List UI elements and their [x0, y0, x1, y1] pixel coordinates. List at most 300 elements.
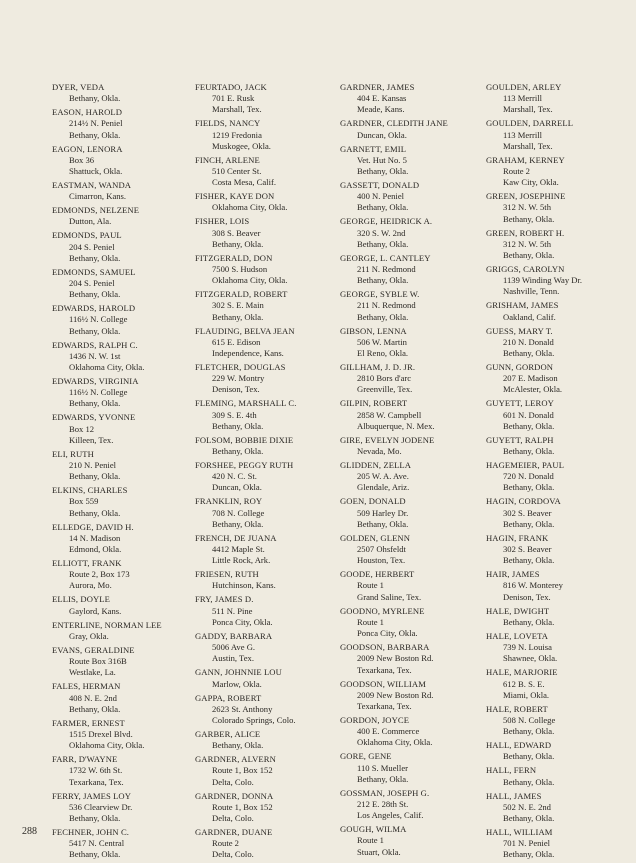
entry-name: HALE, ROBERT — [486, 703, 548, 714]
entry-address-line: McAlester, Okla. — [503, 384, 563, 395]
entry-address-line: Kaw City, Okla. — [503, 177, 559, 188]
entry-name: EDWARDS, HAROLD — [52, 303, 136, 314]
entry-name: GOODSON, BARBARA — [340, 642, 430, 653]
entry-address-line: Dutton, Ala. — [69, 216, 112, 227]
directory-entry — [486, 496, 631, 530]
entry-address-line: 211 N. Redmond — [357, 264, 416, 275]
entry-address-line: Texarkana, Tex. — [357, 664, 412, 675]
entry-name: GEORGE, HEIDRICK A. — [340, 216, 433, 227]
entry-address-line: Bethany, Okla. — [503, 751, 555, 762]
directory-entry — [340, 533, 485, 567]
directory-entry — [52, 412, 192, 446]
entry-address-line: Shattuck, Okla. — [69, 166, 123, 177]
entry-address-line: 210 N. Donald — [503, 336, 554, 347]
directory-entry — [52, 107, 192, 141]
entry-address-line: 506 W. Martin — [357, 336, 407, 347]
directory-entry — [195, 754, 335, 788]
entry-address-line: 7500 S. Hudson — [212, 264, 268, 275]
entry-name: GOUGH, WILMA — [340, 824, 407, 835]
entry-address-line: Route 2 — [212, 838, 239, 849]
entry-name: GEORGE, L. CANTLEY — [340, 252, 431, 263]
entry-address-line: 2009 New Boston Rd. — [357, 689, 434, 700]
entry-address-line: 400 N. Peniel — [357, 191, 405, 202]
directory-column-1 — [52, 82, 192, 863]
entry-name: ELI, RUTH — [52, 448, 94, 459]
directory-entry — [340, 253, 485, 287]
entry-address-line: 720 N. Donald — [503, 471, 554, 482]
directory-entry — [340, 216, 485, 250]
entry-name: EDMONDS, NELZENE — [52, 205, 140, 216]
entry-name: EDMONDS, PAUL — [52, 230, 122, 241]
entry-address-line: Colorado Springs, Colo. — [212, 714, 296, 725]
directory-entry — [486, 569, 631, 603]
entry-address-line: Bethany, Okla. — [212, 420, 264, 431]
entry-address-line: Bethany, Okla. — [69, 325, 121, 336]
entry-address-line: Houston, Tex. — [357, 555, 406, 566]
entry-address-line: Oakland, Calif. — [503, 311, 556, 322]
directory-entry — [52, 267, 192, 301]
entry-address-line: Bethany, Okla. — [503, 348, 555, 359]
directory-entry — [52, 791, 192, 825]
entry-name: HAGIN, FRANK — [486, 532, 549, 543]
entry-address-line: Route 1, Box 152 — [212, 765, 273, 776]
directory-entry — [195, 435, 335, 457]
entry-name: GREEN, JOSEPHINE — [486, 191, 566, 202]
entry-name: GIRE, EVELYN JODENE — [340, 434, 435, 445]
directory-entry — [52, 230, 192, 264]
entry-name: FLETCHER, DOUGLAS — [195, 362, 286, 373]
entry-address-line: Bethany, Okla. — [357, 166, 409, 177]
directory-entry — [486, 667, 631, 701]
directory-entry — [340, 788, 485, 822]
entry-address-line: Bethany, Okla. — [503, 518, 555, 529]
directory-entry — [486, 300, 631, 322]
entry-name: FRENCH, DE JUANA — [195, 532, 277, 543]
entry-name: EASON, HAROLD — [52, 107, 123, 118]
entry-address-line: 309 S. E. 4th — [212, 409, 257, 420]
directory-entry — [195, 216, 335, 250]
entry-name: HAIR, JAMES — [486, 569, 540, 580]
entry-address-line: 2858 W. Campbell — [357, 409, 422, 420]
directory-entry — [486, 606, 631, 628]
entry-address-line: Ponca City, Okla. — [357, 628, 418, 639]
directory-entry — [195, 693, 335, 727]
entry-name: HALL, JAMES — [486, 790, 542, 801]
entry-address-line: Bethany, Okla. — [357, 202, 409, 213]
directory-entry — [486, 435, 631, 457]
entry-name: ELLIOTT, FRANK — [52, 558, 122, 569]
directory-entry — [195, 398, 335, 432]
directory-entry — [486, 533, 631, 567]
entry-address-line: Bethany, Okla. — [503, 849, 555, 860]
entry-name: GARDNER, DUANE — [195, 826, 273, 837]
directory-entry — [52, 594, 192, 616]
entry-address-line: 302 S. Beaver — [503, 507, 552, 518]
entry-address-line: Bethany, Okla. — [357, 773, 409, 784]
entry-address-line: Bethany, Okla. — [357, 238, 409, 249]
entry-address-line: 229 W. Montry — [212, 373, 265, 384]
entry-address-line: Bethany, Okla. — [503, 482, 555, 493]
directory-entry — [195, 191, 335, 213]
entry-name: GILLHAM, J. D. JR. — [340, 362, 416, 373]
entry-address-line: Bethany, Okla. — [503, 726, 555, 737]
entry-address-line: Westlake, La. — [69, 667, 116, 678]
directory-entry — [486, 631, 631, 665]
entry-address-line: Muskogee, Okla. — [212, 140, 271, 151]
entry-address-line: 509 Harley Dr. — [357, 507, 409, 518]
entry-name: HALL, EDWARD — [486, 740, 552, 751]
entry-address-line: Bethany, Okla. — [69, 252, 121, 263]
entry-address-line: Duncan, Okla. — [212, 482, 262, 493]
entry-name: FARMER, ERNEST — [52, 717, 125, 728]
directory-column-3 — [340, 82, 485, 861]
entry-name: EDWARDS, YVONNE — [52, 412, 136, 423]
entry-name: FINCH, ARLENE — [195, 154, 260, 165]
entry-address-line: Texarkana, Tex. — [69, 776, 124, 787]
entry-address-line: 1219 Fredonia — [212, 129, 262, 140]
directory-column-2 — [195, 82, 335, 863]
directory-entry — [52, 340, 192, 374]
entry-address-line: Shawnee, Okla. — [503, 653, 558, 664]
directory-entry — [195, 569, 335, 591]
directory-entry — [340, 289, 485, 323]
entry-address-line: 113 Merrill — [503, 93, 543, 104]
entry-name: FECHNER, JOHN C. — [52, 826, 130, 837]
directory-entry — [486, 191, 631, 225]
directory-entry — [340, 679, 485, 713]
directory-entry — [195, 155, 335, 189]
entry-address-line: Grand Saline, Tex. — [357, 591, 422, 602]
entry-address-line: Delta, Colo. — [212, 849, 254, 860]
entry-address-line: Bethany, Okla. — [69, 849, 121, 860]
directory-entry — [486, 765, 631, 787]
entry-address-line: Bethany, Okla. — [69, 471, 121, 482]
entry-name: FRANKLIN, ROY — [195, 496, 263, 507]
entry-name: GOODSON, WILLIAM — [340, 678, 426, 689]
entry-address-line: 739 N. Louisa — [503, 642, 552, 653]
entry-address-line: 1139 Winding Way Dr. — [503, 275, 583, 286]
entry-name: EASTMAN, WANDA — [52, 180, 132, 191]
entry-address-line: 2623 St. Anthony — [212, 703, 273, 714]
entry-name: FERRY, JAMES LOY — [52, 790, 132, 801]
entry-address-line: Bethany, Okla. — [212, 238, 264, 249]
entry-address-line: Box 36 — [69, 154, 95, 165]
entry-address-line: Bethany, Okla. — [503, 446, 555, 457]
entry-address-line: Oklahoma City, Okla. — [212, 275, 288, 286]
entry-address-line: Independence, Kans. — [212, 348, 284, 359]
entry-address-line: 2507 Ohsfeldt — [357, 544, 406, 555]
directory-entry — [340, 751, 485, 785]
entry-name: GOODNO, MYRLENE — [340, 605, 425, 616]
entry-name: GOEN, DONALD — [340, 496, 406, 507]
entry-address-line: Bethany, Okla. — [69, 398, 121, 409]
entry-address-line: Aurora, Mo. — [69, 580, 112, 591]
directory-entry — [340, 569, 485, 603]
directory-entry — [52, 485, 192, 519]
directory-entry — [195, 631, 335, 665]
entry-name: HALL, FERN — [486, 765, 537, 776]
entry-address-line: 2009 New Boston Rd. — [357, 653, 434, 664]
entry-name: FRY, JAMES D. — [195, 594, 254, 605]
entry-name: FLEMING, MARSHALL C. — [195, 398, 297, 409]
entry-address-line: 210 N. Peniel — [69, 460, 117, 471]
entry-name: GUESS, MARY T. — [486, 325, 553, 336]
directory-entry — [486, 460, 631, 494]
entry-address-line: 601 N. Donald — [503, 409, 554, 420]
entry-address-line: 5006 Ave G. — [212, 642, 256, 653]
entry-address-line: 5417 N. Central — [69, 838, 125, 849]
directory-entry — [195, 791, 335, 825]
directory-entry — [52, 645, 192, 679]
entry-address-line: Glendale, Ariz. — [357, 482, 410, 493]
entry-address-line: 510 Center St. — [212, 166, 262, 177]
entry-name: GLIDDEN, ZELLA — [340, 460, 412, 471]
entry-address-line: Bethany, Okla. — [212, 311, 264, 322]
entry-address-line: Marshall, Tex. — [503, 104, 553, 115]
directory-entry — [486, 791, 631, 825]
entry-name: GASSETT, DONALD — [340, 180, 420, 191]
entry-address-line: Los Angeles, Calif. — [357, 810, 424, 821]
entry-address-line: 502 N. E. 2nd — [503, 801, 551, 812]
directory-entry — [195, 460, 335, 494]
directory-entry — [52, 205, 192, 227]
entry-address-line: Oklahoma City, Okla. — [69, 362, 145, 373]
directory-entry — [195, 362, 335, 396]
entry-address-line: Hutchinson, Kans. — [212, 580, 276, 591]
entry-name: GARDNER, DONNA — [195, 790, 274, 801]
entry-name: GADDY, BARBARA — [195, 630, 273, 641]
entry-address-line: Bethany, Okla. — [212, 740, 264, 751]
directory-entry — [340, 642, 485, 676]
directory-entry — [340, 144, 485, 178]
entry-address-line: Bethany, Okla. — [69, 703, 121, 714]
directory-entry — [52, 449, 192, 483]
entry-name: GRAHAM, KERNEY — [486, 154, 565, 165]
entry-address-line: Bethany, Okla. — [212, 518, 264, 529]
entry-address-line: 14 N. Madison — [69, 532, 121, 543]
directory-entry — [340, 118, 485, 140]
entry-address-line: Delta, Colo. — [212, 812, 254, 823]
entry-name: HAGEMEIER, PAUL — [486, 460, 565, 471]
entry-address-line: Bethany, Okla. — [503, 812, 555, 823]
entry-address-line: Bethany, Okla. — [69, 93, 121, 104]
directory-entry — [195, 729, 335, 751]
entry-address-line: Bethany, Okla. — [503, 555, 555, 566]
entry-name: FISHER, KAYE DON — [195, 191, 275, 202]
entry-address-line: Bethany, Okla. — [503, 213, 555, 224]
directory-entry — [486, 827, 631, 861]
entry-name: GEORGE, SYBLE W. — [340, 289, 420, 300]
entry-address-line: Bethany, Okla. — [357, 311, 409, 322]
entry-name: DYER, VEDA — [52, 82, 105, 92]
entry-address-line: Route 2, Box 173 — [69, 569, 130, 580]
entry-address-line: 1436 N. W. 1st — [69, 350, 121, 361]
entry-address-line: Austin, Tex. — [212, 653, 254, 664]
directory-entry — [52, 558, 192, 592]
entry-address-line: 110 S. Mueller — [357, 762, 408, 773]
entry-address-line: 816 W. Monterey — [503, 580, 563, 591]
entry-name: EDWARDS, VIRGINIA — [52, 376, 139, 387]
entry-name: GOODE, HERBERT — [340, 569, 415, 580]
entry-name: GARDNER, ALVERN — [195, 754, 276, 765]
entry-address-line: 308 S. Beaver — [212, 227, 261, 238]
entry-address-line: Delta, Colo. — [212, 776, 254, 787]
entry-name: GARBER, ALICE — [195, 728, 261, 739]
directory-entry — [52, 620, 192, 642]
entry-address-line: Route 1 — [357, 616, 384, 627]
entry-address-line: 400 E. Commerce — [357, 726, 420, 737]
entry-address-line: Bethany, Okla. — [69, 812, 121, 823]
directory-entry — [52, 718, 192, 752]
entry-address-line: Denison, Tex. — [503, 591, 551, 602]
directory-entry — [195, 253, 335, 287]
directory-entry — [486, 118, 631, 152]
entry-address-line: Route 1, Box 152 — [212, 801, 273, 812]
entry-address-line: Cimarron, Kans. — [69, 191, 127, 202]
entry-name: FOLSOM, BOBBIE DIXIE — [195, 434, 294, 445]
directory-entry — [486, 362, 631, 396]
directory-entry — [195, 496, 335, 530]
entry-address-line: 615 E. Edison — [212, 336, 261, 347]
directory-entry — [52, 827, 192, 861]
entry-name: HALL, WILLIAM — [486, 826, 553, 837]
entry-address-line: Bethany, Okla. — [503, 776, 555, 787]
entry-address-line: 205 W. A. Ave. — [357, 471, 409, 482]
entry-address-line: 320 S. W. 2nd — [357, 227, 406, 238]
entry-address-line: 701 N. Peniel — [503, 838, 551, 849]
entry-name: GORE, GENE — [340, 751, 392, 762]
entry-name: GUYETT, RALPH — [486, 434, 554, 445]
entry-address-line: Marshall, Tex. — [212, 104, 262, 115]
directory-entry — [195, 667, 335, 689]
entry-name: GUYETT, LEROY — [486, 398, 554, 409]
entry-address-line: 207 E. Madison — [503, 373, 558, 384]
directory-entry — [340, 362, 485, 396]
directory-entry — [340, 180, 485, 214]
entry-address-line: 204 S. Peniel — [69, 241, 115, 252]
entry-address-line: Bethany, Okla. — [357, 518, 409, 529]
entry-address-line: Marlow, Okla. — [212, 678, 262, 689]
entry-name: ENTERLINE, NORMAN LEE — [52, 619, 162, 630]
entry-name: GREEN, ROBERT H. — [486, 227, 565, 238]
entry-address-line: 420 N. C. St. — [212, 471, 257, 482]
entry-name: EDWARDS, RALPH C. — [52, 339, 138, 350]
entry-name: FITZGERALD, DON — [195, 252, 273, 263]
entry-name: GRISHAM, JAMES — [486, 300, 559, 311]
entry-address-line: Duncan, Okla. — [357, 129, 407, 140]
directory-entry — [486, 264, 631, 298]
entry-address-line: Bethany, Okla. — [212, 446, 264, 457]
entry-address-line: Oklahoma City, Okla. — [212, 202, 288, 213]
directory-entry — [340, 82, 485, 116]
entry-address-line: 612 B. S. E. — [503, 678, 545, 689]
entry-name: GANN, JOHNNIE LOU — [195, 667, 282, 678]
entry-address-line: 302 S. E. Main — [212, 300, 264, 311]
entry-address-line: 214½ N. Peniel — [69, 118, 123, 129]
entry-address-line: Route 1 — [357, 835, 384, 846]
entry-address-line: 2810 Bors d'arc — [357, 373, 412, 384]
entry-address-line: Meade, Kans. — [357, 104, 405, 115]
directory-entry — [340, 606, 485, 640]
entry-name: ELLEDGE, DAVID H. — [52, 521, 134, 532]
entry-name: GAPPA, ROBERT — [195, 692, 262, 703]
entry-name: FITZGERALD, ROBERT — [195, 289, 288, 300]
entry-name: GIBSON, LENNA — [340, 325, 407, 336]
directory-entry — [52, 522, 192, 556]
directory-entry — [195, 594, 335, 628]
entry-name: GILPIN, ROBERT — [340, 398, 408, 409]
entry-address-line: Route Box 316B — [69, 656, 127, 667]
entry-address-line: Greenville, Tex. — [357, 384, 413, 395]
directory-entry — [195, 118, 335, 152]
entry-name: GOULDEN, DARRELL — [486, 118, 574, 129]
entry-address-line: 312 N. W. 5th — [503, 202, 551, 213]
entry-address-line: Costa Mesa, Calif. — [212, 177, 276, 188]
entry-address-line: Marshall, Tex. — [503, 140, 553, 151]
entry-address-line: Little Rock, Ark. — [212, 555, 271, 566]
directory-entry — [52, 681, 192, 715]
directory-entry — [195, 533, 335, 567]
entry-address-line: Albuquerque, N. Mex. — [357, 420, 435, 431]
entry-name: HALE, MARJORIE — [486, 667, 558, 678]
directory-entry — [340, 496, 485, 530]
entry-address-line: 701 E. Rusk — [212, 93, 255, 104]
entry-address-line: Bethany, Okla. — [503, 250, 555, 261]
directory-entry — [340, 824, 485, 858]
directory-entry — [486, 155, 631, 189]
entry-address-line: Ponca City, Okla. — [212, 616, 273, 627]
page-number: 288 — [22, 826, 37, 837]
entry-name: EAGON, LENORA — [52, 143, 123, 154]
entry-name: FRIESEN, RUTH — [195, 569, 259, 580]
directory-column-4 — [486, 82, 631, 863]
entry-address-line: 1732 W. 6th St. — [69, 765, 123, 776]
entry-address-line: 212 E. 28th St. — [357, 798, 409, 809]
directory-entry — [52, 82, 192, 104]
directory-entry — [486, 82, 631, 116]
entry-address-line: Miami, Okla. — [503, 689, 550, 700]
entry-address-line: 312 N. W. 5th — [503, 238, 551, 249]
entry-address-line: Gaylord, Kans. — [69, 605, 122, 616]
entry-name: ELLIS, DOYLE — [52, 594, 111, 605]
directory-entry — [195, 326, 335, 360]
entry-name: GOULDEN, ARLEY — [486, 82, 562, 92]
entry-address-line: 116½ N. College — [69, 387, 128, 398]
entry-name: HAGIN, CORDOVA — [486, 496, 561, 507]
entry-address-line: 4412 Maple St. — [212, 544, 265, 555]
entry-name: FISHER, LOIS — [195, 216, 250, 227]
directory-entry — [195, 827, 335, 861]
entry-address-line: 116½ N. College — [69, 314, 128, 325]
entry-address-line: Bethany, Okla. — [69, 289, 121, 300]
entry-address-line: 408 N. E. 2nd — [69, 692, 117, 703]
entry-address-line: Nashville, Tenn. — [503, 286, 560, 297]
directory-entry — [52, 376, 192, 410]
entry-address-line: 404 E. Kansas — [357, 93, 407, 104]
directory-entry — [486, 228, 631, 262]
entry-address-line: Box 12 — [69, 423, 95, 434]
entry-name: GORDON, JOYCE — [340, 714, 410, 725]
entry-address-line: 536 Clearview Dr. — [69, 801, 133, 812]
entry-address-line: Bethany, Okla. — [69, 129, 121, 140]
directory-entry — [195, 82, 335, 116]
directory-entry — [340, 398, 485, 432]
entry-address-line: Killeen, Tex. — [69, 434, 114, 445]
entry-address-line: 204 S. Peniel — [69, 278, 115, 289]
entry-name: FIELDS, NANCY — [195, 118, 261, 129]
entry-address-line: Bethany, Okla. — [357, 275, 409, 286]
directory-entry — [486, 326, 631, 360]
